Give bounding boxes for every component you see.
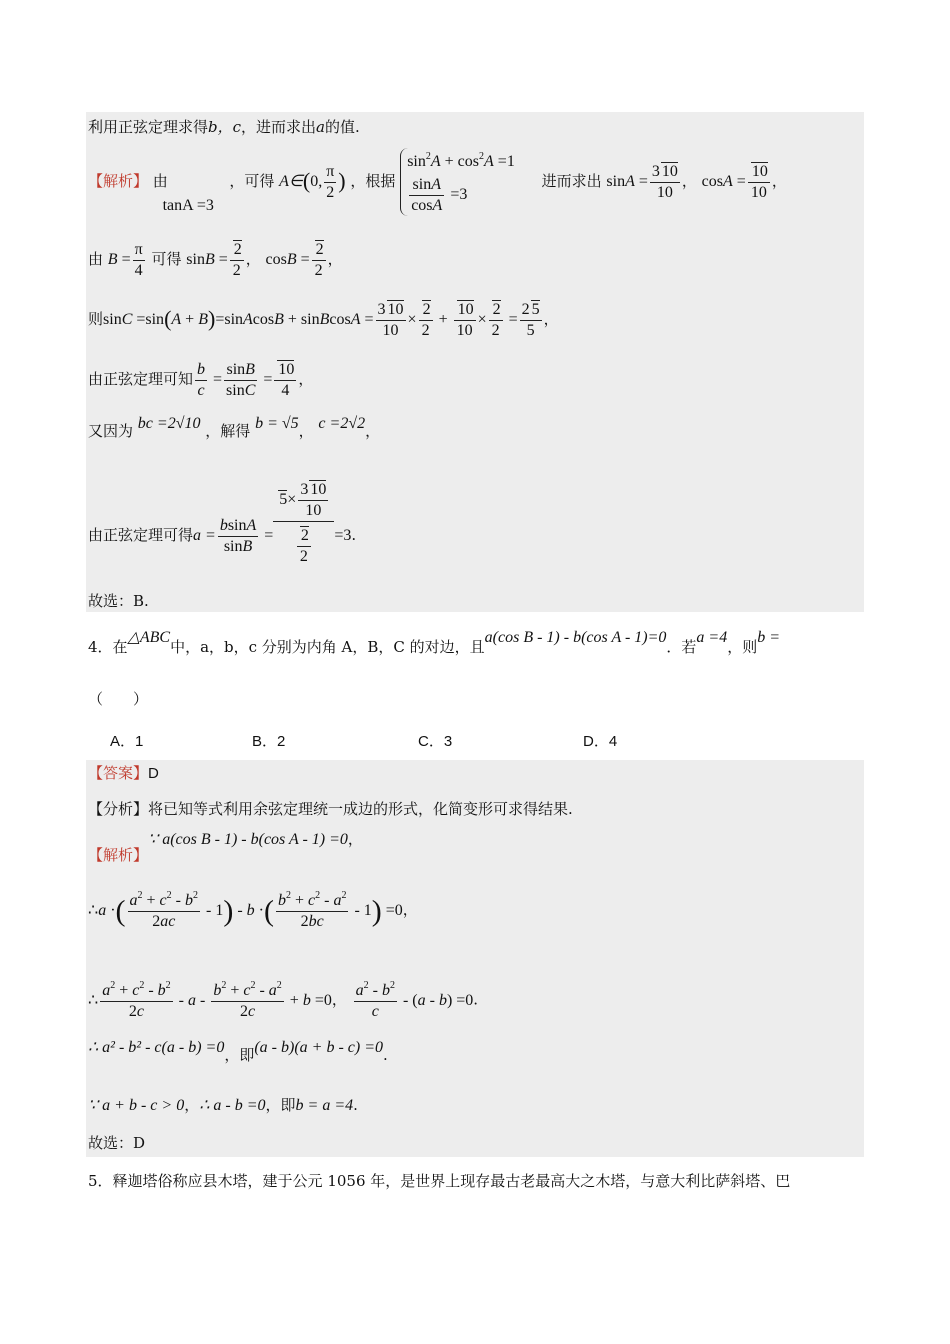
jiexi-label: 【解析】 xyxy=(88,172,149,191)
q3-line4: 由正弦定理可知 $\frac{b}{c}$ = $\frac{\sin B}{\sin C}$ = $\frac{10}{4}$ ， xyxy=(88,361,314,399)
q4-option-b[interactable]: B．2 xyxy=(252,733,286,750)
q3-analysis-tail: 利用正弦定理求得b，c，进而求出a的值. xyxy=(88,118,360,136)
q4-stem: 4．在△ABC中，a，b，c 分别为内角 A，B，C 的对边，且a(cos B - 1) - b(cos A - 1)=0．若a =4，则b = xyxy=(88,629,781,656)
q4-answer: 【答案】D xyxy=(88,764,159,782)
q4-option-d[interactable]: D．4 xyxy=(583,733,618,750)
q4-option-c[interactable]: C．3 xyxy=(418,733,453,750)
q4-step4: ∴ a² - b² - c(a - b) =0，即(a - b)(a + b - c) =0. xyxy=(88,1039,388,1064)
jiexi-label: 【解析】 xyxy=(88,846,149,864)
q3-line3: 则sinC =sin(A + B)=sinAcosB + sinBcosA = $\frac{3 10}{10}$ × $\frac{2}{2}$ + $\frac{10}{10}$ × $\frac{2}{2}$ = $\frac{2 5}{5}$ ， xyxy=(88,301,559,339)
q4-option-a[interactable]: A．1 xyxy=(110,733,144,750)
fenxi-label: 【分析】 xyxy=(88,800,149,818)
q4-step2: ∴a ·( $\frac{a^2 + c^2 - b^2}{2ac}$ - 1) - b ·( $\frac{b^2 + c^2 - a^2}{2bc}$ - 1) =0， xyxy=(88,890,418,930)
q5-stem: 5．释迦塔俗称应县木塔，建于公元 1056 年，是世界上现存最古老最高大之木塔，与意大利比萨斜塔、巴 xyxy=(88,1172,791,1190)
answer-label: 【答案】 xyxy=(88,764,149,782)
q4-step3: ∴ $\frac{a^2 + c^2 - b^2}{2c}$ - a - $\frac{b^2 + c^2 - a^2}{2c}$ + b =0， $\frac{a^2 - b^2}{c}$ - (a - b) =0. xyxy=(88,980,479,1020)
equation-system: $\sin^2A + \cos^2A =1$ $\frac{\sin A}{\cos A}$ =3 xyxy=(400,148,515,216)
q3-line5: 又因为 bc =2√10 ，解得 b = √5， c =2√2， xyxy=(88,415,381,440)
q4-step5: ∵ a + b - c > 0，∴ a - b =0，即b = a =4. xyxy=(88,1096,358,1114)
q4-conclusion: 故选：D xyxy=(88,1134,146,1152)
q3-line2: 由 B = $\frac{\pi}{4}$ 可得 sinB = $\frac{2}{2}$ ， cosB = $\frac{2}{2}$ ， xyxy=(88,241,343,279)
q3-answer: 故选：B. xyxy=(88,592,149,610)
q4-analysis: 【分析】将已知等式利用余弦定理统一成边的形式，化简变形可求得结果. xyxy=(88,800,573,818)
q3-jiexi-line1: 【解析】 由 tanA =3 ，可得 A∈(0, $\frac{\pi}{2}$ ) ，根据 $\sin^2A + \cos^2A =1$ $\frac{\sin A}{\cos A}$ =3 进而求出 sinA = $\frac{3 10}{10}$ ， cosA = $\frac{10}{10}$ ， xyxy=(88,148,787,216)
q4-answer-paren: （ ） xyxy=(88,690,149,708)
q4-step1: 【解析】∵ a(cos B - 1) - b(cos A - 1) =0， xyxy=(88,830,363,864)
q3-line6: 由正弦定理可得a = $\frac{bsinA}{\sin B}$ = 5× $\frac{3 10}{10}$ $\frac{2}{2}$ =3. xyxy=(88,481,357,565)
